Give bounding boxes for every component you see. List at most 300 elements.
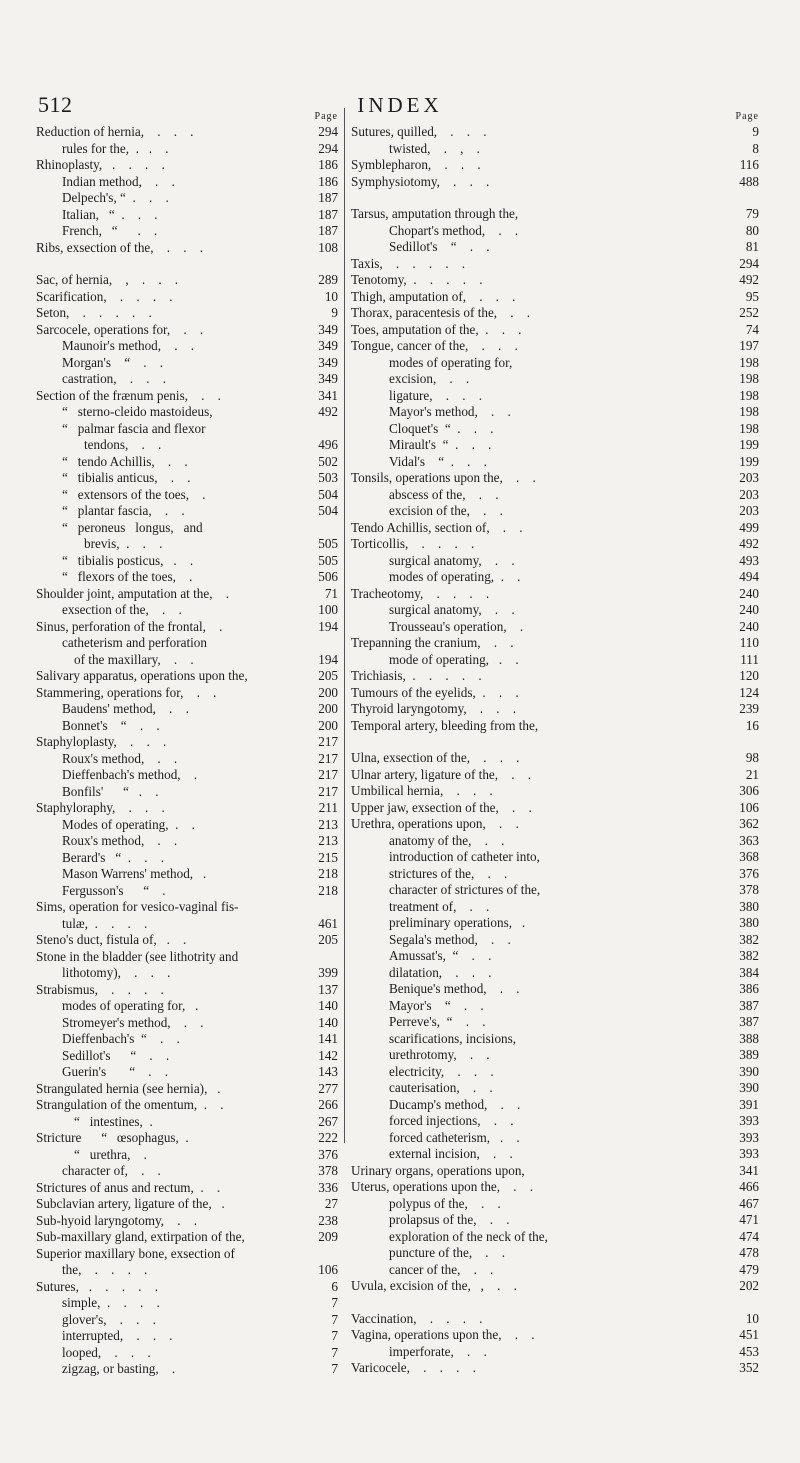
index-entry: [36, 338, 338, 355]
entry-page: 217: [318, 783, 338, 799]
index-entry: [36, 454, 338, 471]
index-entry: [351, 1262, 759, 1279]
entry-page: 341: [739, 1162, 759, 1178]
entry-page: 71: [324, 585, 338, 601]
entry-text: Umbilical hernia, . . .: [351, 783, 493, 798]
index-entry: [351, 833, 759, 850]
entry-text: Staphyloplasty, . . .: [36, 734, 167, 749]
index-entry: [36, 487, 338, 504]
section-gap: [351, 1295, 759, 1311]
entry-page: 222: [318, 1130, 338, 1145]
index-entry: [36, 800, 338, 817]
index-entry: [36, 1097, 338, 1114]
entry-text: Tenotomy, . . . . .: [351, 272, 483, 287]
entry-text: “ plantar fascia, . .: [62, 503, 185, 518]
entry-page: 349: [318, 371, 338, 386]
entry-page: 198: [739, 404, 759, 419]
entry-text: forced injections, . .: [389, 1113, 514, 1128]
entry-text: lithotomy), . . .: [62, 965, 171, 980]
entry-page: 306: [739, 783, 759, 798]
index-entry: [351, 602, 759, 619]
page-title: INDEX: [357, 93, 443, 117]
entry-page: 98: [745, 750, 759, 765]
entry-text: modes of operating for, .: [62, 998, 199, 1013]
entry-text: Stromeyer's method, . .: [62, 1014, 204, 1030]
entry-text: tendons, . .: [84, 437, 162, 452]
entry-text: Sutures, quilled, . . .: [351, 124, 487, 139]
entry-text: Morgan's “ . .: [62, 354, 164, 370]
entry-page: 7: [331, 1295, 338, 1310]
index-entry: [351, 1179, 759, 1196]
entry-text: cauterisation, . .: [389, 1080, 493, 1095]
entry-text: prolapsus of the, . .: [389, 1212, 510, 1227]
entry-text: Trichiasis, . . . . .: [351, 668, 482, 683]
index-entry: [36, 1147, 338, 1164]
entry-page: 217: [318, 734, 338, 749]
entry-page: 267: [318, 1113, 338, 1129]
entry-page: 197: [739, 338, 759, 353]
entry-text: Strictures of anus and rectum, . .: [36, 1179, 221, 1195]
index-entry: [351, 619, 759, 636]
index-entry: [36, 536, 338, 553]
entry-page: 294: [739, 255, 759, 271]
entry-page: 205: [318, 668, 338, 683]
entry-page: 503: [318, 470, 338, 485]
entry-page: 140: [318, 1014, 338, 1030]
entry-page: 100: [318, 602, 338, 617]
section-gap: [351, 734, 759, 750]
entry-page: 186: [318, 157, 338, 172]
entry-text: Staphyloraphy, . . .: [36, 800, 165, 815]
entry-text: Strangulated hernia (see hernia), .: [36, 1080, 221, 1096]
index-entry: [36, 883, 338, 900]
entry-page: 186: [318, 173, 338, 189]
entry-text: Mirault's “ . . .: [389, 437, 492, 452]
entry-text: Shoulder joint, amputation at the, .: [36, 585, 230, 601]
entry-page: 390: [739, 1080, 759, 1095]
entry-text: modes of operating, . .: [389, 569, 521, 584]
index-entry: [351, 1130, 759, 1147]
index-entry: [36, 141, 338, 158]
index-entry: [36, 1246, 338, 1263]
index-entry: [36, 388, 338, 405]
index-entry: [36, 784, 338, 801]
entry-text: anatomy of the, . .: [389, 832, 505, 848]
index-entry: [36, 305, 338, 322]
entry-text: Tongue, cancer of the, . . .: [351, 338, 518, 353]
entry-text: Modes of operating, . .: [62, 816, 195, 832]
entry-text: “ tibialis anticus, . .: [62, 470, 191, 485]
entry-page: 376: [318, 1146, 338, 1162]
entry-page: 194: [318, 618, 338, 634]
entry-page: 393: [739, 1129, 759, 1145]
entry-text: Symphysiotomy, . . .: [351, 173, 490, 189]
index-entry: [36, 1196, 338, 1213]
entry-page: 199: [739, 453, 759, 469]
index-entry: [36, 553, 338, 570]
index-entry: [351, 1047, 759, 1064]
entry-page: 252: [739, 305, 759, 320]
entry-text: French, “ . .: [62, 223, 158, 238]
index-entry: [351, 899, 759, 916]
entry-text: Indian method, . .: [62, 173, 175, 189]
index-entry: [351, 503, 759, 520]
entry-page: 240: [739, 585, 759, 601]
entry-text: Tumours of the eyelids, . . .: [351, 684, 519, 700]
index-entry: [36, 1064, 338, 1081]
index-entry: [351, 569, 759, 586]
entry-page: 466: [739, 1179, 759, 1194]
index-entry: [36, 371, 338, 388]
entry-text: Vaccination, . . . .: [351, 1310, 483, 1326]
entry-text: Strabismus, . . . .: [36, 981, 164, 997]
entry-text: Sutures, . . . . .: [36, 1278, 158, 1294]
entry-text: Urinary organs, operations upon,: [351, 1162, 525, 1178]
index-entry: [351, 750, 759, 767]
entry-text: “ intestines, .: [74, 1113, 153, 1129]
entry-page: 505: [318, 552, 338, 568]
entry-text: of the maxillary, . .: [74, 651, 194, 667]
entry-page: 218: [318, 866, 338, 881]
index-entry: [351, 289, 759, 306]
index-entry: [36, 1130, 338, 1147]
entry-text: scarifications, incisions,: [389, 1030, 517, 1046]
entry-text: simple, . . . .: [62, 1295, 160, 1310]
entry-page: 389: [739, 1047, 759, 1062]
index-entry: [351, 981, 759, 998]
entry-page: 387: [739, 997, 759, 1013]
entry-page: 120: [739, 668, 759, 683]
entry-page: 266: [318, 1097, 338, 1112]
index-entry: [351, 998, 759, 1015]
index-entry: [36, 1262, 338, 1279]
entry-page: 505: [318, 536, 338, 551]
index-entry: [36, 1048, 338, 1065]
index-entry: [36, 1295, 338, 1312]
entry-text: catheterism and perforation: [62, 635, 207, 650]
entry-text: excision of the, . .: [389, 503, 503, 518]
entry-text: Sub-hyoid laryngotomy, . .: [36, 1212, 198, 1228]
index-entry: [351, 701, 759, 718]
entry-page: 108: [318, 239, 338, 255]
entry-text: Symblepharon, . . .: [351, 157, 481, 172]
entry-text: the, . . . .: [62, 1262, 148, 1277]
entry-page: 16: [745, 717, 759, 733]
index-entry: [351, 1212, 759, 1229]
index-entry: [351, 1278, 759, 1295]
index-entry: [36, 437, 338, 454]
entry-text: Guerin's “ . .: [62, 1064, 169, 1079]
index-entry: [36, 1163, 338, 1180]
entry-text: Sedillot's “ . .: [389, 239, 490, 254]
entry-text: Tarsus, amputation through the,: [351, 206, 519, 221]
entry-page: 341: [318, 387, 338, 403]
entry-text: Sedillot's “ . .: [62, 1047, 170, 1063]
index-entry: [36, 569, 338, 586]
entry-text: Thyroid laryngotomy, . . .: [351, 701, 517, 716]
entry-page: 106: [739, 799, 759, 815]
index-entry: [351, 1113, 759, 1130]
entry-page: 187: [318, 190, 338, 205]
entry-text: looped, . . .: [62, 1344, 151, 1360]
entry-page: 494: [739, 569, 759, 584]
index-entry: [36, 1312, 338, 1329]
entry-text: tulæ, . . . .: [62, 915, 148, 931]
entry-text: Chopart's method, . .: [389, 222, 519, 238]
entry-text: surgical anatomy, . .: [389, 552, 515, 568]
entry-text: Ribs, exsection of the, . . .: [36, 239, 204, 255]
entry-text: Taxis, . . . . .: [351, 255, 466, 271]
page-number: 512: [38, 92, 73, 117]
entry-text: Dieffenbach's method, .: [62, 767, 198, 782]
index-entry: [351, 553, 759, 570]
section-gap: [351, 190, 759, 206]
entry-text: dilatation, . . .: [389, 964, 492, 980]
entry-page: 289: [318, 272, 338, 287]
entry-text: Mayor's “ . .: [389, 997, 484, 1013]
entry-text: Mayor's method, . .: [389, 404, 511, 419]
entry-text: Delpech's, “ . . .: [62, 190, 169, 205]
entry-page: 349: [318, 354, 338, 370]
index-entry: [351, 1327, 759, 1344]
entry-text: Stone in the bladder (see lithotrity and: [36, 948, 239, 964]
index-entry: [36, 767, 338, 784]
index-entry: [351, 685, 759, 702]
entry-page: 493: [739, 552, 759, 568]
index-entry: [351, 1097, 759, 1114]
index-entry: [351, 1360, 759, 1377]
entry-text: Stammering, operations for, . .: [36, 684, 217, 700]
entry-text: Roux's method, . .: [62, 750, 178, 766]
index-entry: [351, 586, 759, 603]
entry-page: 504: [318, 486, 338, 502]
index-entry: [36, 1081, 338, 1098]
index-entry: [36, 174, 338, 191]
index-entry: [36, 718, 338, 735]
entry-page: 240: [739, 602, 759, 617]
section-gap: [36, 256, 338, 272]
entry-page: 81: [745, 239, 759, 254]
entry-text: Roux's method, . .: [62, 833, 178, 848]
index-entry: [36, 355, 338, 372]
index-entry: [36, 272, 338, 289]
entry-text: exploration of the neck of the,: [389, 1228, 548, 1244]
entry-text: Steno's duct, fistula of, . .: [36, 932, 187, 947]
entry-page: 488: [739, 173, 759, 189]
index-entry: [351, 668, 759, 685]
entry-text: Seton, . . . . .: [36, 305, 152, 320]
entry-text: Torticollis, . . . .: [351, 536, 475, 551]
entry-text: Upper jaw, exsection of the, . .: [351, 799, 532, 815]
entry-text: “ flexors of the toes, .: [62, 569, 193, 584]
index-entry: [36, 190, 338, 207]
index-entry: [36, 1361, 338, 1378]
index-entry: [36, 1031, 338, 1048]
entry-page: 399: [318, 965, 338, 980]
entry-page: 368: [739, 849, 759, 864]
entry-page: 215: [318, 849, 338, 865]
index-entry: [36, 932, 338, 949]
entry-text: cancer of the, . .: [389, 1261, 494, 1277]
entry-page: 116: [739, 157, 759, 172]
entry-text: puncture of the, . .: [389, 1245, 506, 1260]
index-entry: [36, 734, 338, 751]
entry-page: 6: [331, 1278, 338, 1294]
index-entry: [351, 1245, 759, 1262]
index-entry: [351, 141, 759, 158]
entry-page: 238: [318, 1212, 338, 1228]
entry-page: 213: [318, 816, 338, 832]
entry-page: 492: [739, 272, 759, 287]
index-entry: [36, 866, 338, 883]
entry-text: Maunoir's method, . .: [62, 338, 195, 353]
entry-page: 349: [318, 321, 338, 337]
index-entry: [351, 206, 759, 223]
entry-page: 198: [739, 371, 759, 386]
entry-text: Temporal artery, bleeding from the,: [351, 717, 539, 733]
entry-page: 386: [739, 981, 759, 996]
entry-text: Mason Warrens' method, .: [62, 866, 207, 881]
index-entry: [36, 157, 338, 174]
entry-text: rules for the, . . .: [62, 140, 169, 156]
entry-page: 363: [739, 832, 759, 848]
entry-text: Segala's method, . .: [389, 931, 511, 947]
entry-page: 205: [318, 932, 338, 947]
entry-page: 239: [739, 701, 759, 716]
entry-page: 142: [318, 1047, 338, 1063]
entry-page: 106: [318, 1262, 338, 1277]
index-entry: [351, 800, 759, 817]
entry-page: 471: [739, 1212, 759, 1227]
entry-page: 141: [318, 1031, 338, 1046]
entry-text: Berard's “ . . .: [62, 849, 164, 865]
entry-text: surgical anatomy, . .: [389, 602, 515, 617]
entry-text: Cloquet's “ . . .: [389, 420, 494, 436]
entry-text: urethrotomy, . .: [389, 1047, 490, 1062]
index-entry: [351, 421, 759, 438]
entry-text: forced catheterism, . .: [389, 1129, 520, 1145]
index-entry: [351, 454, 759, 471]
entry-page: 479: [739, 1261, 759, 1277]
entry-text: Bonfils' “ . .: [62, 783, 159, 799]
index-entry: [36, 124, 338, 141]
index-entry: [351, 223, 759, 240]
index-entry: [351, 1229, 759, 1246]
entry-text: Trepanning the cranium, . .: [351, 635, 514, 650]
entry-text: Ulnar artery, ligature of the, . .: [351, 766, 532, 782]
entry-page: 352: [739, 1360, 759, 1375]
index-entry: [36, 850, 338, 867]
entry-page: 380: [739, 898, 759, 914]
index-entry: [351, 965, 759, 982]
index-entry: [36, 1328, 338, 1345]
index-entry: [351, 1014, 759, 1031]
index-entry: [36, 503, 338, 520]
entry-text: Sims, operation for vesico-vaginal fis-: [36, 899, 239, 914]
entry-text: abscess of the, . .: [389, 486, 499, 502]
entry-page: 27: [324, 1196, 338, 1211]
entry-text: “ extensors of the toes, .: [62, 486, 206, 502]
index-entry: [36, 949, 338, 966]
entry-text: character of, . .: [62, 1163, 161, 1178]
index-entry: [351, 256, 759, 273]
entry-page: 393: [739, 1113, 759, 1128]
index-entry: [351, 1344, 759, 1361]
entry-page: 187: [318, 206, 338, 222]
index-entry: [351, 124, 759, 141]
entry-text: zigzag, or basting, .: [62, 1361, 176, 1376]
entry-page: 211: [318, 800, 338, 815]
entry-page: 217: [318, 750, 338, 766]
index-entry: [351, 948, 759, 965]
entry-text: Uterus, operations upon the, . .: [351, 1179, 534, 1194]
index-entry: [351, 783, 759, 800]
index-entry: [36, 1015, 338, 1032]
entry-page: 502: [318, 453, 338, 469]
entry-text: strictures of the, . .: [389, 865, 508, 881]
index-entry: [351, 1311, 759, 1328]
index-entry: [36, 520, 338, 537]
index-entry: [36, 223, 338, 240]
entry-text: Urethra, operations upon, . .: [351, 816, 519, 831]
index-entry: [351, 718, 759, 735]
entry-page: 124: [739, 684, 759, 700]
entry-text: Scarification, . . . .: [36, 288, 173, 304]
index-entry: [351, 239, 759, 256]
entry-page: 21: [745, 766, 759, 782]
entry-page: 382: [739, 948, 759, 963]
entry-text: Subclavian artery, ligature of the, .: [36, 1196, 225, 1211]
index-entry: [36, 701, 338, 718]
entry-page: 492: [739, 536, 759, 551]
entry-page: 203: [739, 503, 759, 518]
entry-page: 111: [740, 651, 759, 667]
index-entry: [36, 751, 338, 768]
entry-page: 198: [739, 387, 759, 403]
entry-text: “ tendo Achillis, . .: [62, 453, 188, 469]
index-entry: [36, 817, 338, 834]
entry-page: 200: [318, 701, 338, 716]
entry-page: 7: [331, 1344, 338, 1360]
entry-text: Vagina, operations upon the, . .: [351, 1327, 535, 1342]
index-entry: [36, 916, 338, 933]
index-entries-left: [36, 124, 338, 1378]
entry-page: 213: [318, 833, 338, 848]
index-entry: [351, 355, 759, 372]
entry-page: 203: [739, 470, 759, 485]
entry-page: 461: [318, 915, 338, 931]
entry-text: electricity, . . .: [389, 1063, 494, 1079]
entry-page: 496: [318, 437, 338, 452]
index-entries-right: [351, 124, 759, 1377]
entry-text: Trousseau's operation, .: [389, 618, 524, 634]
entry-page: 198: [739, 354, 759, 370]
entry-text: Superior maxillary bone, exsection of: [36, 1245, 235, 1261]
index-entry: [36, 833, 338, 850]
entry-page: 9: [752, 124, 759, 139]
entry-page: 277: [318, 1080, 338, 1096]
entry-text: Sac, of hernia, , . . .: [36, 272, 179, 287]
index-entry: [351, 437, 759, 454]
entry-page: 499: [739, 519, 759, 535]
entry-page: 336: [318, 1179, 338, 1195]
index-entry: [351, 1080, 759, 1097]
index-entry: [36, 586, 338, 603]
entry-page: 504: [318, 503, 338, 518]
entry-text: Italian, “ . . .: [62, 206, 158, 222]
entry-text: Tonsils, operations upon the, . .: [351, 470, 536, 485]
index-entry: [351, 932, 759, 949]
